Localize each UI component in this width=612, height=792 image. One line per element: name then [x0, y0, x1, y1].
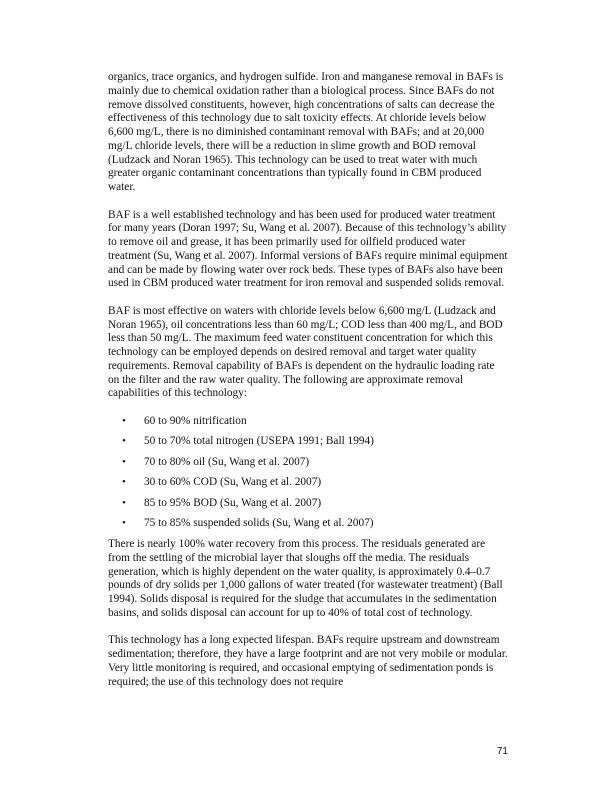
bullet-icon: •: [122, 476, 126, 489]
bullet-icon: •: [122, 435, 126, 448]
page-number: 71: [496, 746, 508, 757]
removal-capabilities-list: [108, 415, 508, 531]
list-item: [108, 456, 508, 470]
list-item-text: 75 to 85% suspended solids (Su, Wang et al. 2007): [144, 517, 374, 530]
list-item: [108, 476, 508, 490]
paragraph-3: BAF is most effective on waters with chloride levels below 6,600 mg/L (Ludzack and Noran 1965), oil concentrations less than 60 mg/L; COD less than 400 mg/L, and BOD less than 50 mg/L. The maximum feed water constituent concentration for which this technology can be employed depends on desired removal and target water quality requirements. Removal capability of BAFs is dependent on the hydraulic loading rate on the filter and the raw water quality. The following are approximate removal capabilities of this technology:: [108, 304, 503, 400]
paragraph-1: organics, trace organics, and hydrogen sulfide. Iron and manganese removal in BAFs is mainly due to chemical oxidation rather than a biological process. Since BAFs do not remove dissolved constituents, however, high concentrations of salts can decrease the effectiveness of this technology due to salt toxicity effects. At chloride levels below 6,600 mg/L, there is no diminished contaminant removal with BAFs; and at 20,000 mg/L chloride levels, there will be a reduction in slime growth and BOD removal (Ludzack and Noran 1965). This technology can be used to treat water with much greater organic contaminant concentrations than typically found in CBM produced water.: [108, 71, 504, 193]
list-item-text: 85 to 95% BOD (Su, Wang et al. 2007): [144, 496, 322, 509]
list-item-text: 50 to 70% total nitrogen (USEPA 1991; Ball 1994): [144, 435, 374, 448]
list-item: [108, 435, 508, 449]
bullet-icon: •: [122, 517, 126, 530]
list-item: [108, 517, 508, 531]
bullet-icon: •: [122, 496, 126, 509]
paragraph-5: This technology has a long expected lifespan. BAFs require upstream and downstream sedimentation; therefore, they have a large footprint and are not very mobile or modular. Very little monitoring is required, and occasional emptying of sedimentation ponds is required; the use of this technology does not require: [108, 634, 508, 688]
list-item-text: 30 to 60% COD (Su, Wang et al. 2007): [144, 476, 322, 489]
bullet-icon: •: [122, 455, 126, 468]
paragraph-4: There is nearly 100% water recovery from this process. The residuals generated are from the settling of the microbial layer that sloughs off the media. The residuals generation, which is highly dependent on the water quality, is approximately 0.4–0.7 pounds of dry solids per 1,000 gallons of water treated (for wastewater treatment) (Ball 1994). Solids disposal is required for the sludge that accumulates in the sedimentation basins, and solids disposal can account for up to 40% of total cost of technology.: [108, 538, 503, 619]
list-item-text: 70 to 80% oil (Su, Wang et al. 2007): [144, 455, 310, 468]
list-item: [108, 415, 508, 429]
list-item: [108, 497, 508, 511]
bullet-icon: •: [122, 414, 126, 427]
list-item-text: 60 to 90% nitrification: [144, 414, 247, 427]
body-text: [108, 71, 508, 703]
paragraph-2: BAF is a well established technology and has been used for produced water treatment for many years (Doran 1997; Su, Wang et al. 2007). Because of this technology’s ability to remove oil and grease, it has been primarily used for oilfield produced water treatment (Su, Wang et al. 2007). Informal versions of BAFs require minimal equipment and can be made by flowing water over rock beds. These types of BAFs also have been used in CBM produced water treatment for iron removal and suspended solids removal.: [108, 208, 508, 290]
